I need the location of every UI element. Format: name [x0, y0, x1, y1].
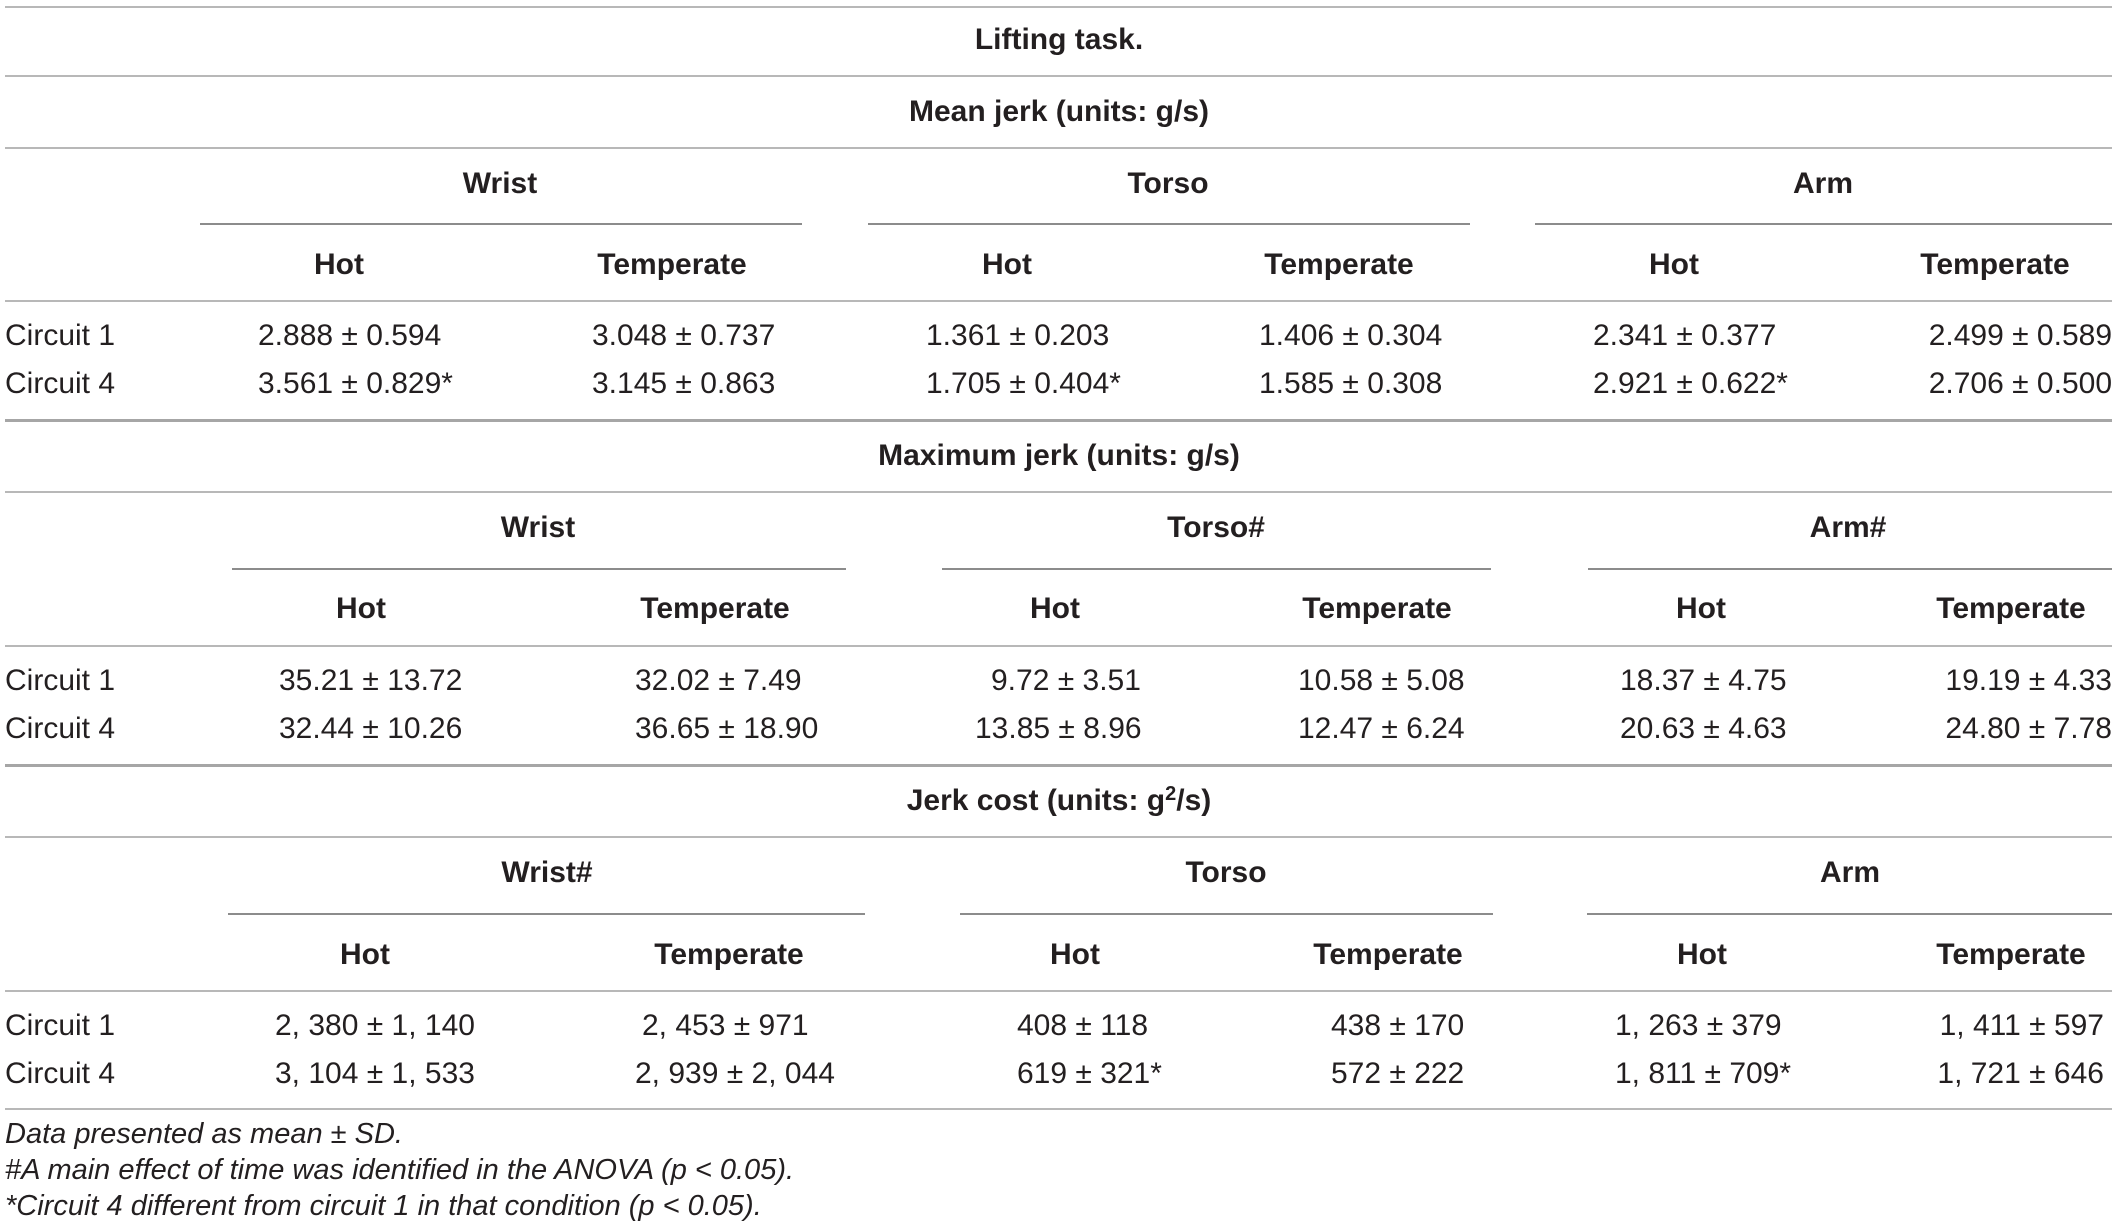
table-cell: 18.37 ± 4.75 [1620, 664, 1787, 697]
section-rule [5, 419, 2112, 422]
table-cell: 2, 939 ± 2, 044 [635, 1057, 835, 1090]
group-header-arm: Arm# [1809, 511, 1887, 544]
table-cell: 1.705 ± 0.404* [926, 367, 1121, 400]
condition-header: Temperate [1302, 592, 1452, 625]
table-cell: 13.85 ± 8.96 [975, 712, 1142, 745]
group-rule [868, 223, 1470, 225]
table-cell: 438 ± 170 [1331, 1009, 1465, 1042]
condition-header: Hot [1677, 938, 1727, 971]
table-cell: 36.65 ± 18.90 [635, 712, 819, 745]
table-cell: 1.361 ± 0.203 [926, 319, 1110, 352]
table-cell: 10.58 ± 5.08 [1298, 664, 1465, 697]
table-cell: 1.406 ± 0.304 [1259, 319, 1443, 352]
condition-header: Hot [340, 938, 390, 971]
group-rule [1587, 913, 2112, 915]
table-caption: Lifting task. [974, 23, 1144, 56]
group-header-torso: Torso# [1167, 511, 1265, 544]
section-title-prefix: Jerk cost (units: g [906, 784, 1166, 817]
table-cell: 32.02 ± 7.49 [635, 664, 802, 697]
table-cell: 20.63 ± 4.63 [1620, 712, 1787, 745]
table-cell: 2, 453 ± 971 [642, 1009, 809, 1042]
group-rule [960, 913, 1493, 915]
condition-header: Temperate [1936, 938, 2086, 971]
table-cell: 2.341 ± 0.377 [1593, 319, 1777, 352]
condition-header: Hot [1649, 248, 1699, 281]
row-label: Circuit 1 [5, 1009, 116, 1042]
group-rule [200, 223, 802, 225]
table-cell: 619 ± 321* [1017, 1057, 1162, 1090]
rule [5, 836, 2112, 838]
rule [5, 147, 2112, 149]
table-cell: 19.19 ± 4.33 [1945, 664, 2112, 697]
condition-header: Temperate [1264, 248, 1414, 281]
rule [5, 491, 2112, 493]
table-cell: 1, 411 ± 597 [1939, 1009, 2104, 1042]
table-cell: 32.44 ± 10.26 [279, 712, 463, 745]
table-cell: 12.47 ± 6.24 [1298, 712, 1465, 745]
table-cell: 2.706 ± 0.500 [1928, 367, 2112, 400]
group-rule [1535, 223, 2112, 225]
rule [5, 645, 2112, 647]
table-cell: 1.585 ± 0.308 [1259, 367, 1443, 400]
condition-header: Temperate [640, 592, 790, 625]
group-header-wrist: Wrist [462, 167, 538, 200]
condition-header: Hot [1030, 592, 1080, 625]
footnote: Data presented as mean ± SD. [5, 1118, 403, 1150]
table-cell: 24.80 ± 7.78 [1945, 712, 2112, 745]
group-header-arm: Arm [1792, 167, 1854, 200]
table-cell: 1, 263 ± 379 [1615, 1009, 1782, 1042]
table-cell: 572 ± 222 [1331, 1057, 1465, 1090]
condition-header: Hot [1676, 592, 1726, 625]
table-cell: 3.561 ± 0.829* [258, 367, 453, 400]
condition-header: Temperate [1313, 938, 1463, 971]
section-title-superscript: 2 [1165, 783, 1177, 805]
condition-header: Hot [1050, 938, 1100, 971]
group-header-wrist: Wrist# [501, 856, 593, 889]
table-cell: 2, 380 ± 1, 140 [275, 1009, 475, 1042]
footnote: #A main effect of time was identified in the ANOVA (p < 0.05). [5, 1154, 795, 1186]
condition-header: Temperate [1936, 592, 2086, 625]
table-cell: 1, 811 ± 709* [1615, 1057, 1792, 1090]
footnote: *Circuit 4 different from circuit 1 in that condition (p < 0.05). [5, 1190, 762, 1222]
condition-header: Hot [314, 248, 364, 281]
table-cell: 3.048 ± 0.737 [592, 319, 776, 352]
group-header-arm: Arm [1819, 856, 1881, 889]
table-cell: 1, 721 ± 646 [1937, 1057, 2104, 1090]
section-rule [5, 764, 2112, 767]
row-label: Circuit 4 [5, 712, 116, 745]
group-header-torso: Torso [1127, 167, 1209, 200]
table-cell: 2.499 ± 0.589 [1928, 319, 2112, 352]
rule [5, 75, 2112, 77]
table-top-rule [5, 6, 2112, 8]
condition-header: Hot [336, 592, 386, 625]
rule [5, 990, 2112, 992]
rule [5, 300, 2112, 302]
group-rule [228, 913, 865, 915]
group-rule [942, 568, 1491, 570]
row-label: Circuit 4 [5, 367, 116, 400]
group-header-wrist: Wrist [500, 511, 576, 544]
condition-header: Temperate [597, 248, 747, 281]
group-rule [1588, 568, 2112, 570]
condition-header: Temperate [1920, 248, 2070, 281]
table-cell: 35.21 ± 13.72 [279, 664, 463, 697]
table-bottom-rule [5, 1108, 2112, 1110]
table-cell: 9.72 ± 3.51 [991, 664, 1141, 697]
table-cell: 408 ± 118 [1017, 1009, 1149, 1042]
section-title: Mean jerk (units: g/s) [908, 95, 1210, 128]
table-cell: 2.921 ± 0.622* [1593, 367, 1788, 400]
section-title [907, 783, 1212, 819]
row-label: Circuit 4 [5, 1057, 116, 1090]
section-title: Maximum jerk (units: g/s) [878, 439, 1240, 472]
section-title-suffix: /s) [1176, 784, 1212, 817]
condition-header: Temperate [654, 938, 804, 971]
table-cell: 2.888 ± 0.594 [258, 319, 442, 352]
group-header-torso: Torso [1185, 856, 1267, 889]
row-label: Circuit 1 [5, 664, 116, 697]
group-rule [232, 568, 846, 570]
table-cell: 3.145 ± 0.863 [592, 367, 776, 400]
row-label: Circuit 1 [5, 319, 116, 352]
table-cell: 3, 104 ± 1, 533 [275, 1057, 475, 1090]
condition-header: Hot [982, 248, 1032, 281]
